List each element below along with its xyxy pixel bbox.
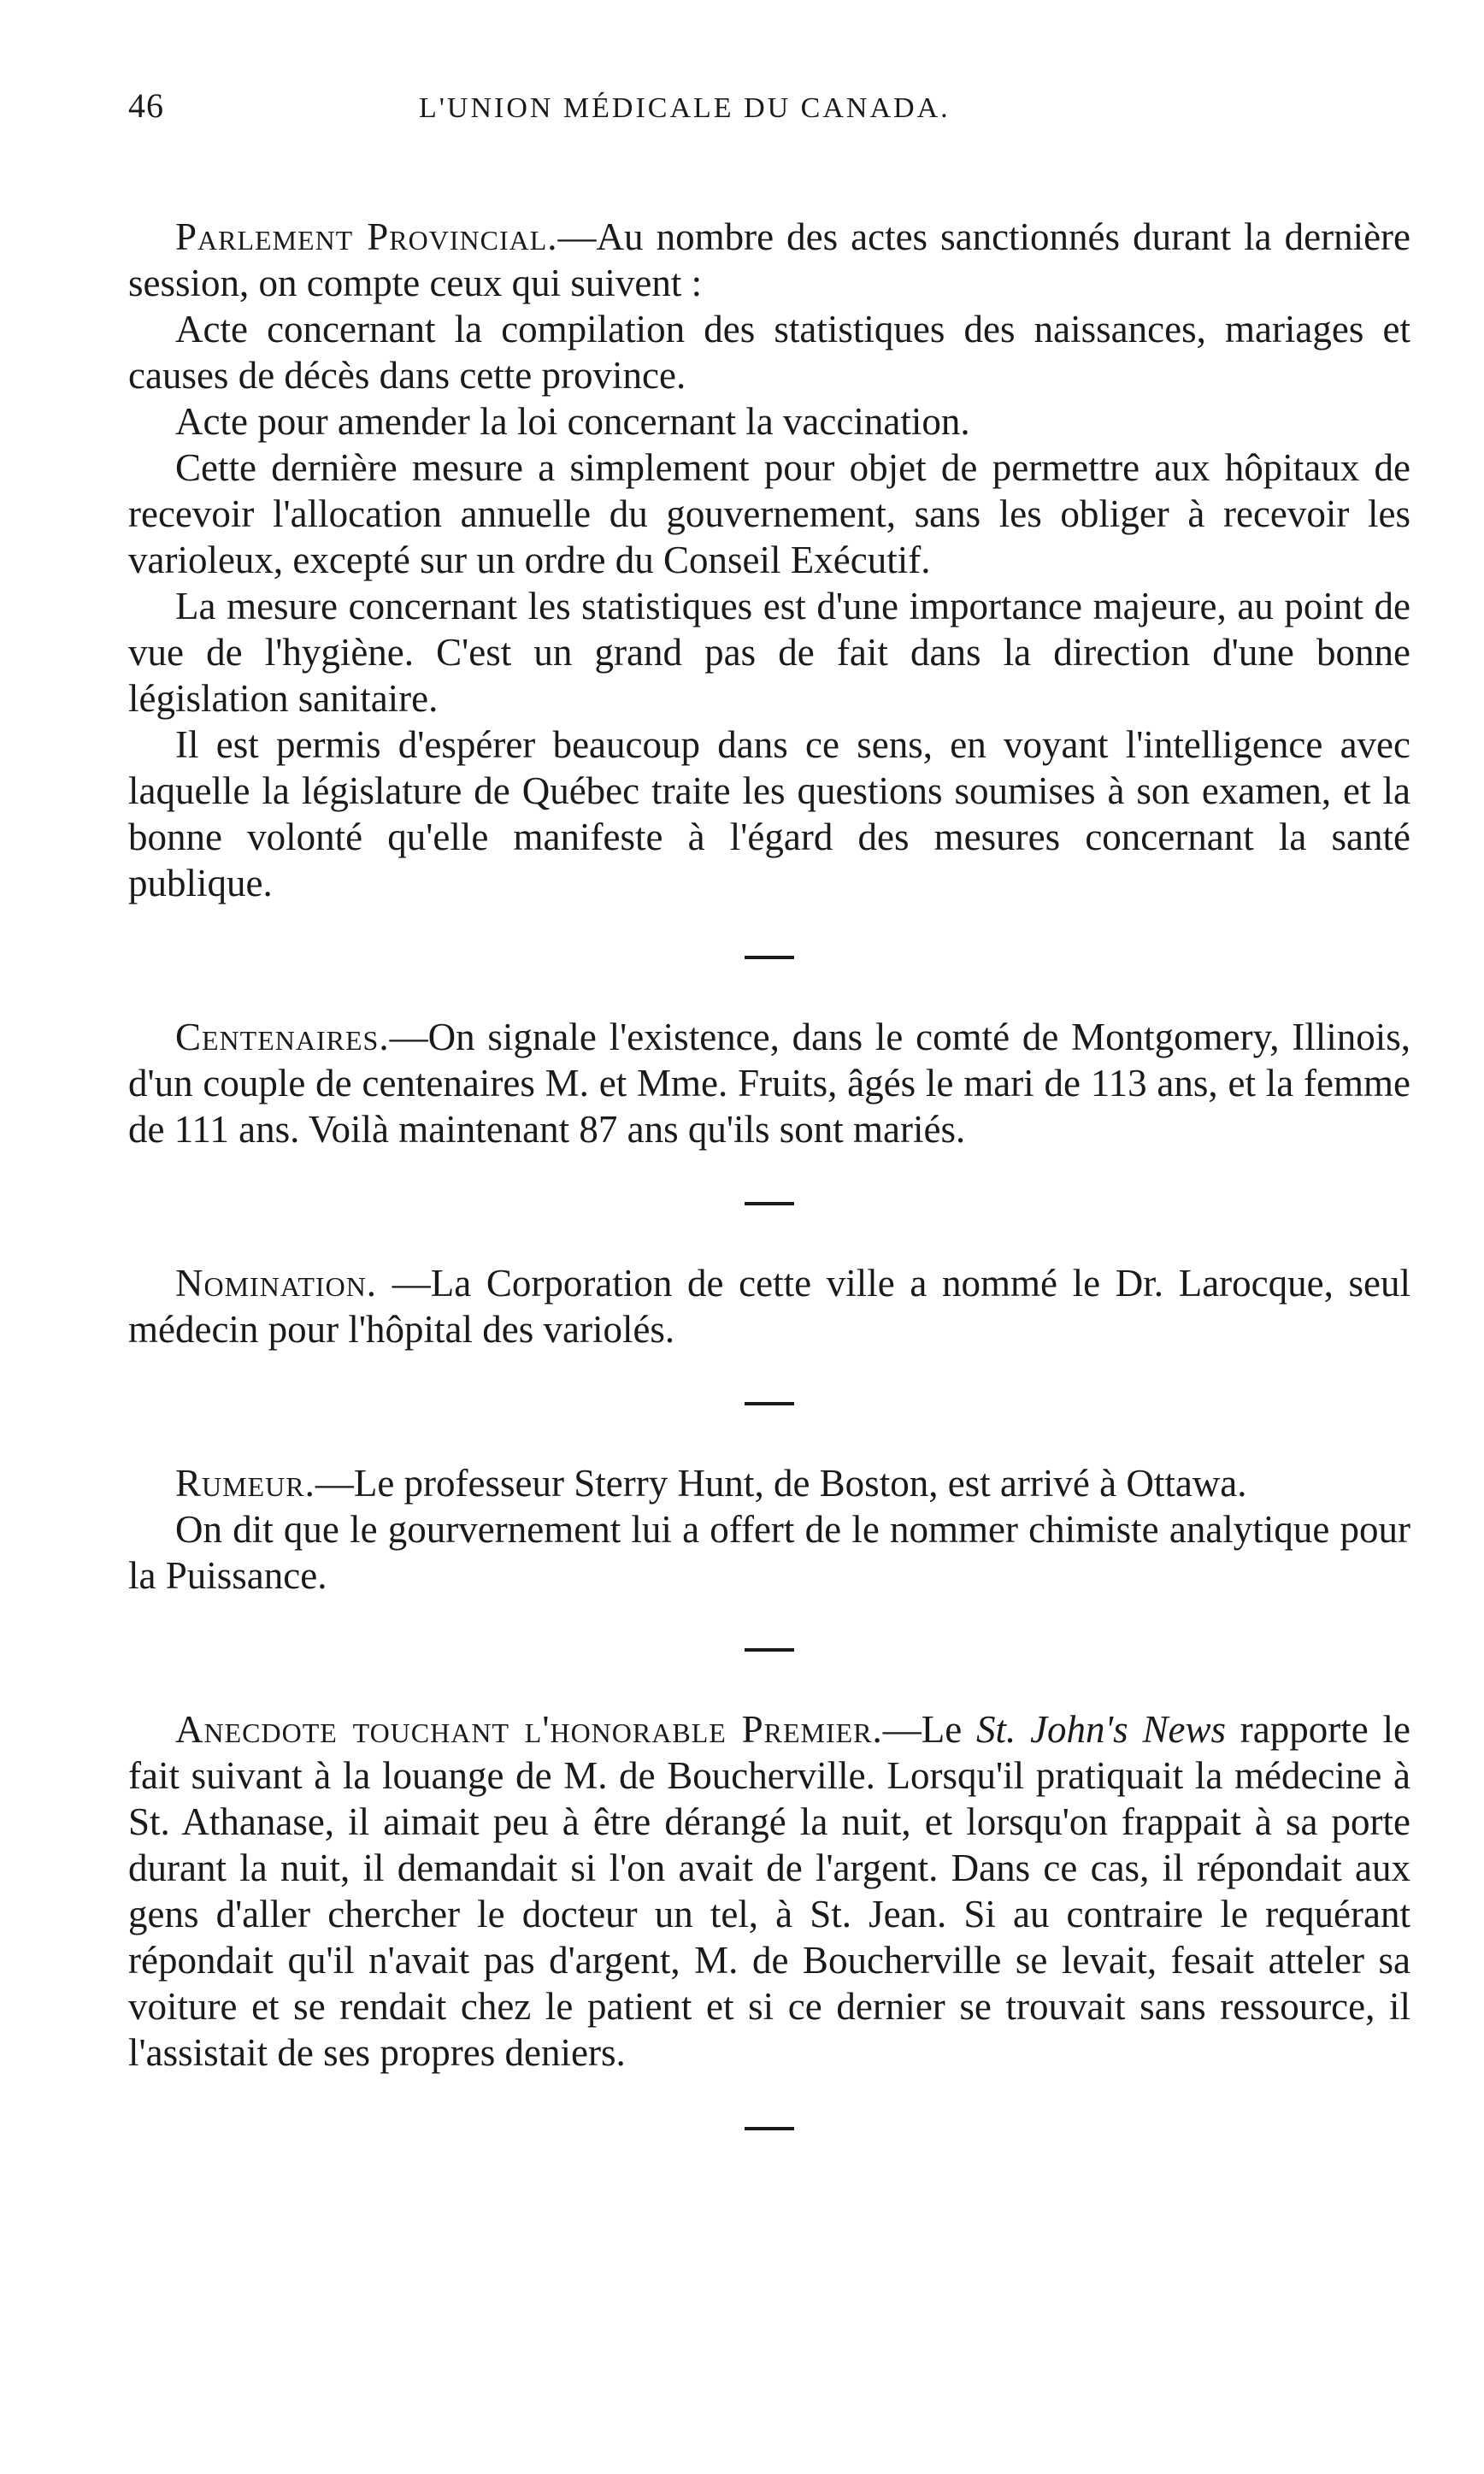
article-paragraph: Cette dernière mesure a simplement pour objet de permettre aux hôpitaux de recevoir l'allocation annuelle du gouvernement, sans les obliger à recevoir les varioleux, excepté sur un ordre du Conseil Exécutif. <box>128 446 1410 581</box>
page-number: 46 <box>128 86 164 125</box>
article-lead <box>128 1014 1410 1152</box>
article-lead-text: rapporte le fait suivant à la louange de M. de Boucherville. Lorsqu'il pratiquait la médecine à St. Athanase, il aimait peu à être dérangé la nuit, et lorsqu'on frappait à sa porte durant la nuit, il demandait si l'on avait de l'argent. Dans ce cas, il répondait aux gens d'aller chercher le docteur un tel, à St. Jean. Si au contraire le requérant répondait qu'il n'avait pas d'argent, M. de Boucherville se levait, fesait atteler sa voiture et se rendait chez le patient et si ce dernier se trouvait sans ressource, il l'assistait de ses propres deniers. <box>128 1708 1410 2074</box>
article-anecdote <box>128 1706 1410 2076</box>
article-paragraph: Acte concernant la compilation des statistiques des naissances, mariages et causes de décès dans cette province. <box>128 308 1410 397</box>
article-heading: Rumeur. <box>175 1462 315 1505</box>
article-nomination <box>128 1260 1410 1352</box>
article-heading: Nomination. <box>175 1262 378 1305</box>
section-divider <box>745 956 794 959</box>
article-lead-text: —On signale l'existence, dans le comté de Montgomery, Illinois, d'un couple de centenaires M. et Mme. Fruits, âgés le mari de 113 ans, et la femme de 111 ans. Voilà maintenant 87 ans qu'ils sont mariés. <box>128 1016 1410 1151</box>
section-divider <box>745 1402 794 1405</box>
article-heading: Anecdote touchant l'honorable Premier. <box>175 1708 883 1751</box>
article-paragraph: Il est permis d'espérer beaucoup dans ce sens, en voyant l'intelligence avec laquelle la législature de Québec traite les questions soumises à son examen, et la bonne volonté qu'elle manifeste à l'égard des mesures concernant la santé publique. <box>128 723 1410 904</box>
article-lead <box>128 1260 1410 1352</box>
article-lead <box>128 1460 1410 1506</box>
article-lead-text: —Au nombre des actes sanctionnés durant la dernière session, on compte ceux qui suivent : <box>128 215 1411 304</box>
article-paragraph: On dit que le gourvernement lui a offert de le nommer chimiste analytique pour la Puissance. <box>128 1508 1410 1597</box>
page-header <box>128 85 1410 154</box>
article-centenaires <box>128 1014 1410 1152</box>
article-lead-text: —Le <box>882 1708 977 1751</box>
article-paragraph: Acte pour amender la loi concernant la vaccination. <box>175 400 970 443</box>
running-title: L'UNION MÉDICALE DU CANADA. <box>419 92 951 124</box>
article-rumeur <box>128 1460 1410 1599</box>
document-page <box>128 85 1410 2185</box>
article-parlement-provincial <box>128 214 1410 906</box>
section-divider <box>745 2127 794 2130</box>
article-lead <box>128 1706 1410 2076</box>
section-divider <box>745 1202 794 1205</box>
article-paragraph: La mesure concernant les statistiques est d'une importance majeure, au point de vue de l'hygiène. C'est un grand pas de fait dans la direction d'une bonne législation sanitaire. <box>128 585 1410 720</box>
article-heading: Parlement Provincial. <box>175 215 558 258</box>
article-lead <box>128 214 1410 306</box>
article-heading: Centenaires. <box>175 1016 390 1058</box>
section-divider <box>745 1648 794 1652</box>
newspaper-title: St. John's News <box>976 1708 1226 1751</box>
article-lead-text: —Le professeur Sterry Hunt, de Boston, est arrivé à Ottawa. <box>315 1462 1247 1505</box>
article-lead-text: —La Corporation de cette ville a nommé le Dr. Larocque, seul médecin pour l'hôpital des variolés. <box>128 1262 1410 1351</box>
